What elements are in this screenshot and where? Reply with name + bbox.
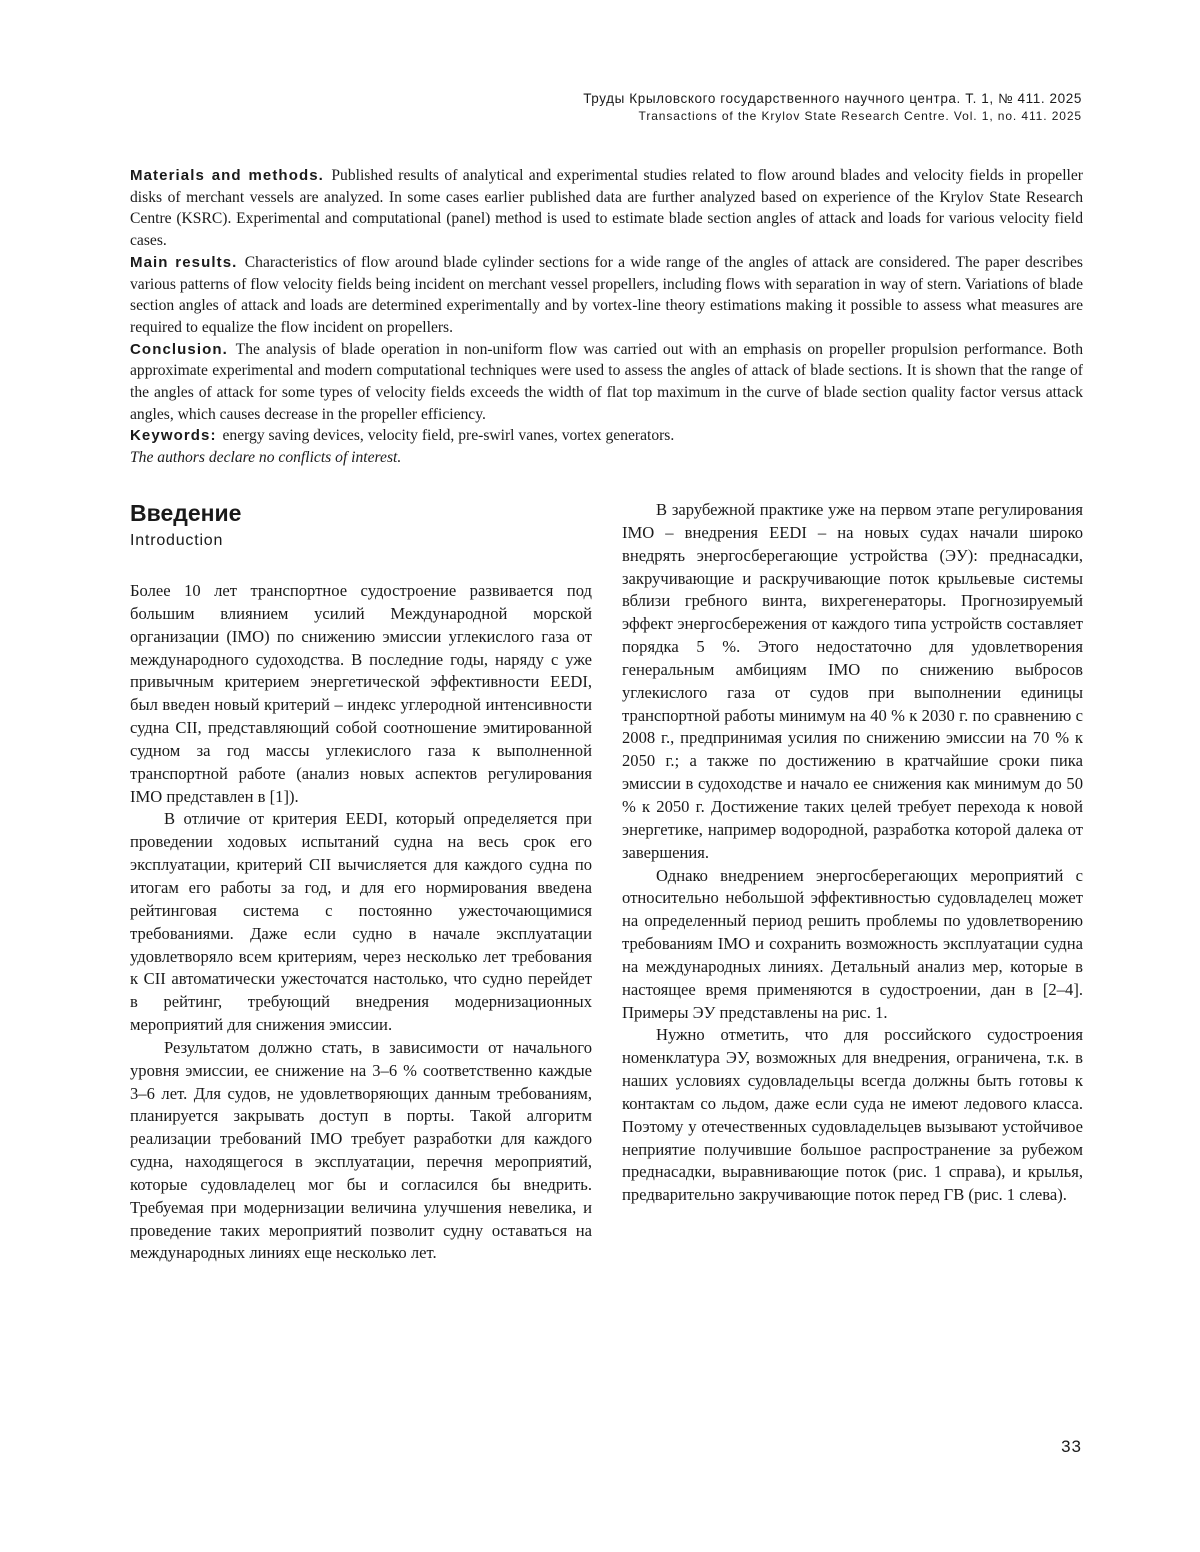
materials-label: Materials and methods. bbox=[130, 167, 324, 184]
journal-title-ru: Труды Крыловского государственного научного центра. Т. 1, № 411. 2025 bbox=[583, 91, 1082, 106]
paragraph: Более 10 лет транспортное судостроение развивается под большим влиянием усилий Международной морской организации (IMO) по снижению эмиссии углекислого газа от международного судоходства. В последние годы, наряду с уже привычным критерием энергетической эффективности EEDI, был введен новый критерий – индекс углеродной интенсивности судна CII, представляющий собой соотношение эмитированной судном за год массы углекислого газа к выполненной транспортной работе (анализ новых аспектов регулирования IMO представлен в [1]). bbox=[130, 581, 592, 806]
abstract bbox=[130, 165, 1083, 469]
keywords-label: Keywords: bbox=[130, 427, 217, 445]
body-column-left bbox=[130, 499, 592, 1265]
journal-title-en: Transactions of the Krylov State Research Centre. Vol. 1, no. 411. 2025 bbox=[638, 109, 1082, 123]
conflict-statement: The authors declare no conflicts of interest. bbox=[130, 449, 402, 467]
paragraph: В зарубежной практике уже на первом этапе регулирования IMO – внедрения EEDI – на новых судах начали широко внедрять энергосберегающие устройства (ЭУ): преднасадки, закручивающие и раскручивающие поток крыльевые системы вблизи гребного винта, вихрегенераторы. Прогнозируемый эффект энергосбережения от каждого типа устройств составляет порядка 5 %. Этого недостаточно для удовлетворения генеральным амбициям IMO по снижению выбросов углекислого газа от судов при выполнении единицы транспортной работы минимум на 40 % к 2030 г. по сравнению с 2008 г., предпринимая усилия по снижению эмиссии на 70 % к 2050 г.; а также по достижению в кратчайшие сроки пика эмиссии в судоходстве и начало ее снижения как минимум до 50 % к 2050 г. Достижение таких целей требует перехода к новой энергетике, например водородной, разработка которой далека от завершения. bbox=[622, 500, 1083, 862]
conclusion-label: Conclusion. bbox=[130, 340, 228, 358]
keywords-text: energy saving devices, velocity field, pre-swirl vanes, vortex generators. bbox=[222, 427, 675, 445]
materials-text: Published results of analytical and experimental studies related to flow around blades and velocity fields in propeller disks of merchant vessels are analyzed. In some cases earlier published data are further analyzed based on experience of the Krylov State Research Centre (KSRC). Experimental and computational (panel) method is used to estimate blade section angles of attack and loads for various velocity field cases. bbox=[130, 167, 1083, 250]
abstract-keywords bbox=[130, 425, 1083, 447]
body-column-right bbox=[622, 499, 1083, 1207]
page-number: 33 bbox=[1061, 1437, 1082, 1456]
section-subtitle: Introduction bbox=[130, 532, 224, 549]
abstract-materials bbox=[130, 165, 1083, 252]
paragraph: Однако внедрением энергосберегающих мероприятий с относительно небольшой эффективностью судовладелец может на определенный период решить проблемы по удовлетворению требованиям IMO и сохранить возможность эксплуатации судна на международных линиях. Детальный анализ мер, которые в настоящее время применяются в судостроении, дан в [2–4]. Примеры ЭУ представлены на рис. 1. bbox=[622, 865, 1083, 1022]
conclusion-text: The analysis of blade operation in non-uniform flow was carried out with an emphasis on propeller propulsion performance. Both approximate experimental and modern computational techniques were used to assess the angles of attack of blade sections. It is shown that the range of the angles of attack for some types of velocity fields exceeds the width of flat top maximum in the curve of blade section quality factor versus attack angles, which causes decrease in the propeller efficiency. bbox=[130, 340, 1083, 423]
abstract-conclusion bbox=[130, 339, 1083, 426]
abstract-results bbox=[130, 252, 1083, 339]
paragraph: В отличие от критерия EEDI, который определяется при проведении ходовых испытаний судна на весь срок его эксплуатации, критерий CII вычисляется для каждого судна по итогам его работы за год, и для его нормирования введена рейтинговая система с постоянно ужесточающимися требованиями. Даже если судно в начале эксплуатации удовлетворяло всем критериям, через несколько лет требования к CII автоматически ужесточатся настолько, что судно перейдет в рейтинг, требующий внедрения модернизационных мероприятий для снижения эмиссии. bbox=[130, 809, 592, 1035]
results-label: Main results. bbox=[130, 253, 238, 271]
results-text: Characteristics of flow around blade cylinder sections for a wide range of the angles of attack are considered. The paper describes various patterns of flow velocity fields being incident on merchant vessel propellers, including flows with separation in way of stern. Variations of blade section angles of attack and loads are determined experimentally and by vortex-line theory estimations making it possible to assess what measures are required to equalize the flow incident on propellers. bbox=[130, 253, 1083, 336]
paragraph: Результатом должно стать, в зависимости от начального уровня эмиссии, ее снижение на 3–6 % соответственно каждые 3–6 лет. Для судов, не удовлетворяющих данным требованиям, планируется закрывать доступ в порты. Такой алгоритм реализации требований IMO требует разработки для каждого судна, находящегося в эксплуатации, перечня мероприятий, которые судовладелец мог бы и согласился бы внедрить. Требуемая при модернизации величина улучшения невелика, и проведение таких мероприятий позволит судну оставаться на международных линиях еще несколько лет. bbox=[130, 1037, 592, 1263]
running-header bbox=[583, 89, 1082, 125]
section-title: Введение bbox=[130, 500, 242, 526]
paragraph: Нужно отметить, что для российского судостроения номенклатура ЭУ, возможных для внедрения, ограничена, т.к. в наших условиях судовладельцы всегда должны быть готовы к контактам со льдом, даже если суда не имеют ледового класса. Поэтому у отечественных судовладельцев вызывают устойчивое неприятие получившие большое распространение за рубежом преднасадки, выравнивающие поток (рис. 1 справа), и крылья, предварительно закручивающие поток перед ГВ (рис. 1 слева). bbox=[622, 1025, 1083, 1205]
